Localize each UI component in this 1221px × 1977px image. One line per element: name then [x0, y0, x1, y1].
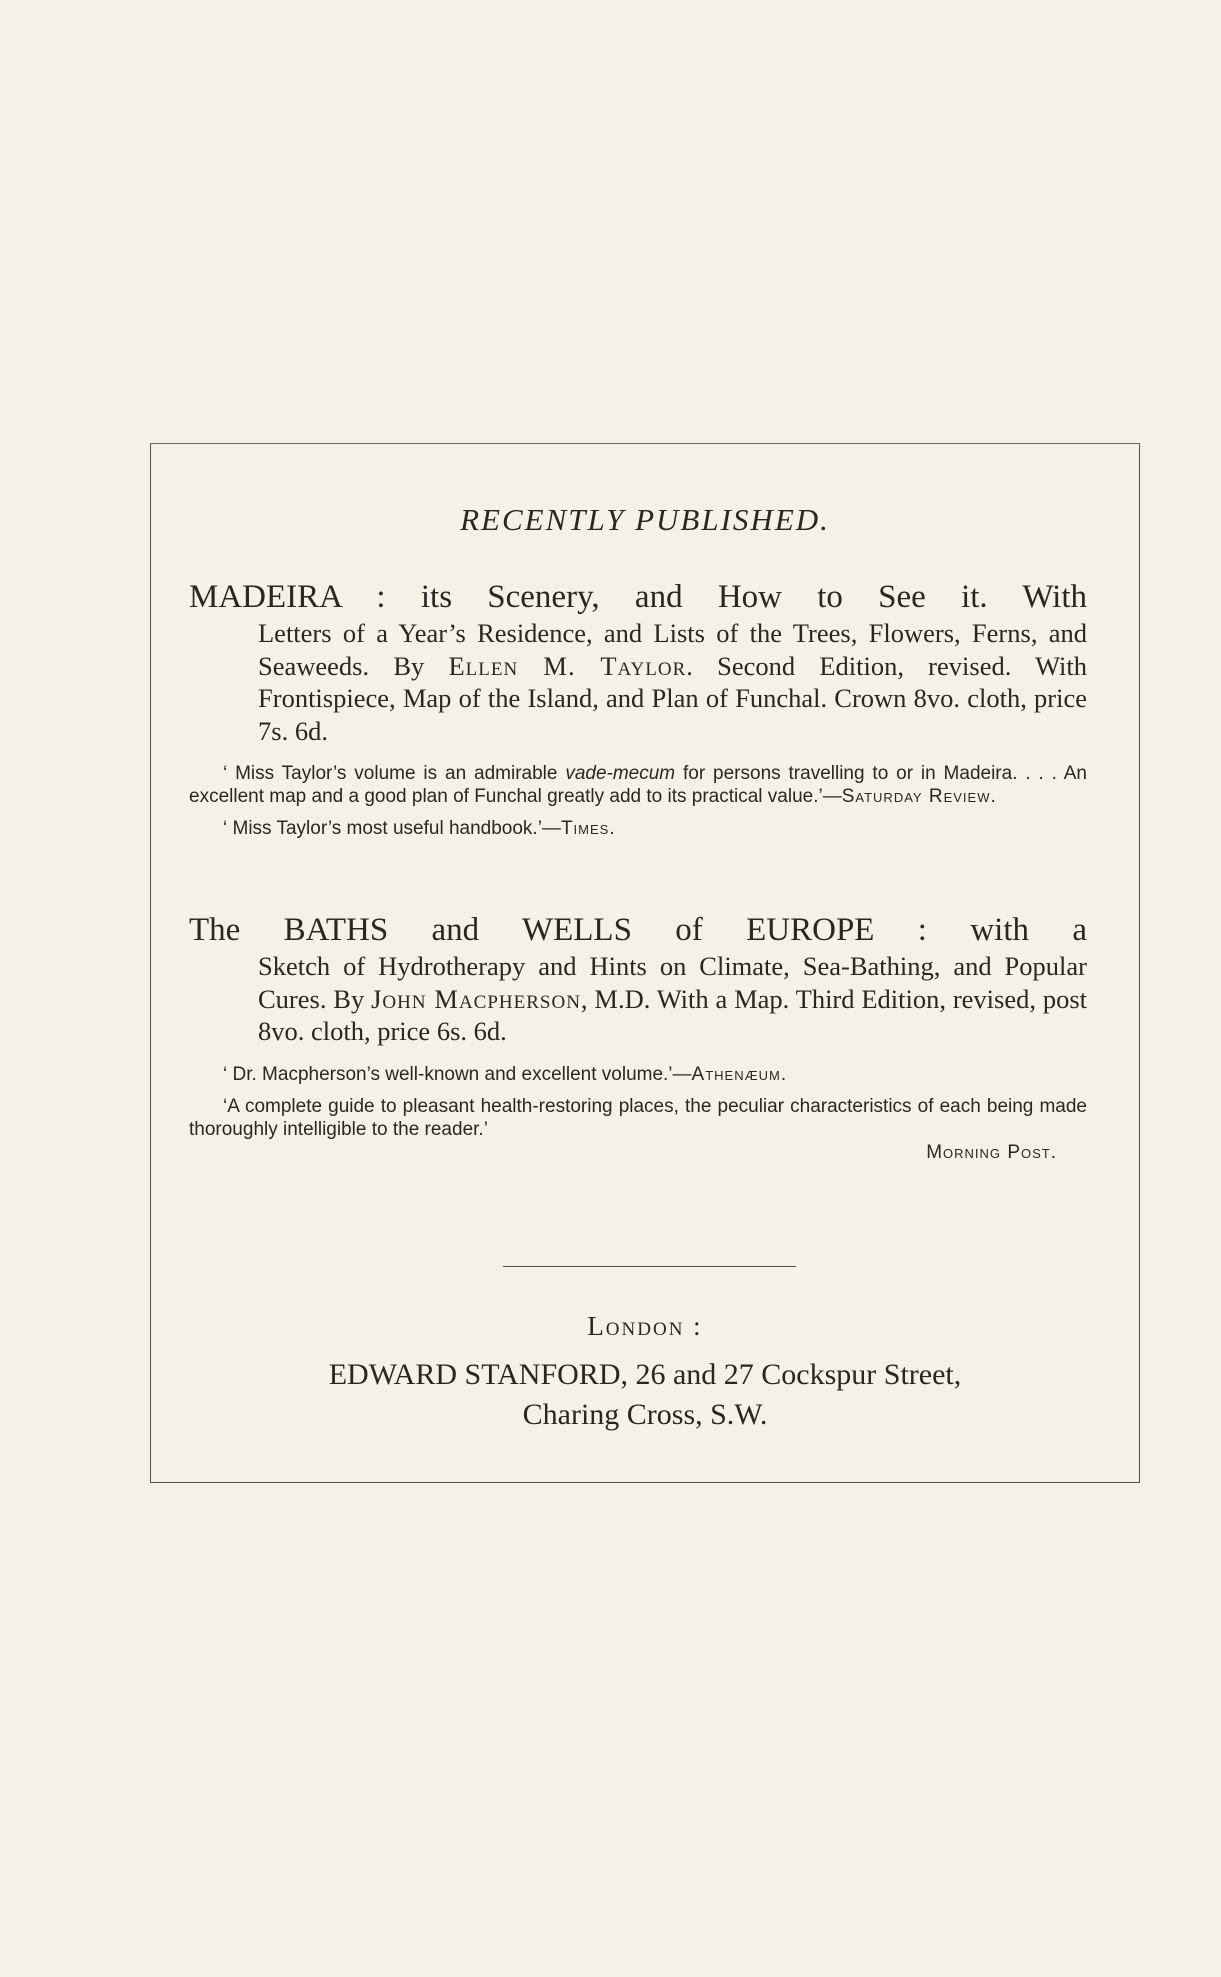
description-text: Letters of a Year’s Residence, and Lists of the Trees, Flowers, Ferns, and Seaweeds. By — [258, 618, 1087, 681]
publisher-imprint — [151, 1309, 1139, 1435]
divider-rule — [503, 1266, 796, 1267]
quote-end: . — [609, 818, 615, 839]
imprint-address: Charing Cross, S.W. — [522, 1398, 768, 1431]
book-description — [189, 617, 1087, 747]
book-description — [189, 950, 1087, 1048]
imprint-publisher: EDWARD STANFORD, 26 and 27 Cockspur Street, — [328, 1358, 962, 1391]
review-source: Times — [560, 818, 610, 839]
review-quote — [189, 1063, 1087, 1086]
quote-italic: vade-mecum — [565, 763, 676, 784]
book-entry-madeira — [189, 577, 1087, 840]
book-title-line: The BATHS and WELLS of EUROPE : with a — [189, 912, 1087, 948]
page-heading: RECENTLY PUBLISHED. — [460, 502, 830, 537]
description-text: Sketch of Hydrotherapy and Hints on Climate, Sea-Bathing, and Popular Cures. By — [258, 951, 1087, 1014]
author-name: Ellen M. Taylor — [448, 650, 687, 681]
review-source: Saturday Review — [841, 786, 991, 807]
book-entry-baths-wells — [189, 910, 1087, 1164]
description-text: . Second Edition, revised. With Frontispiece, Map of the Island, and Plan of Funchal. Crown 8vo. cloth, price 7s. 6d. — [258, 650, 1088, 746]
quote-end: . — [990, 786, 996, 807]
quote-text: ‘ Miss Taylor’s volume is an admirable — [223, 763, 566, 784]
review-quote: ‘A complete guide to pleasant health-restoring places, the peculiar characteristics of each being made thoroughly intelligible to the reader.’ — [189, 1095, 1087, 1140]
review-quote — [189, 762, 1087, 808]
imprint-city: London : — [587, 1311, 703, 1341]
quote-text: ‘ Miss Taylor’s most useful handbook.’— — [223, 818, 561, 839]
quote-text: ‘ Dr. Macpherson’s well-known and excellent volume.’— — [223, 1063, 692, 1085]
review-source: Morning Post. — [926, 1141, 1057, 1163]
quote-end: . — [780, 1063, 787, 1085]
author-name: John Macpherson — [371, 983, 581, 1014]
quote-text: for persons travelling to or in Madeira. . . . An excellent map and a good plan of Funchal greatly add to its practical value.’— — [189, 763, 1087, 807]
review-quote — [189, 817, 1087, 840]
review-source: Athenæum — [691, 1063, 781, 1085]
book-title-line: MADEIRA : its Scenery, and How to See it. With — [189, 579, 1087, 615]
description-text: , M.D. With a Map. Third Edition, revised, post 8vo. cloth, price 6s. 6d. — [258, 983, 1088, 1046]
advertisement-frame — [150, 443, 1140, 1483]
